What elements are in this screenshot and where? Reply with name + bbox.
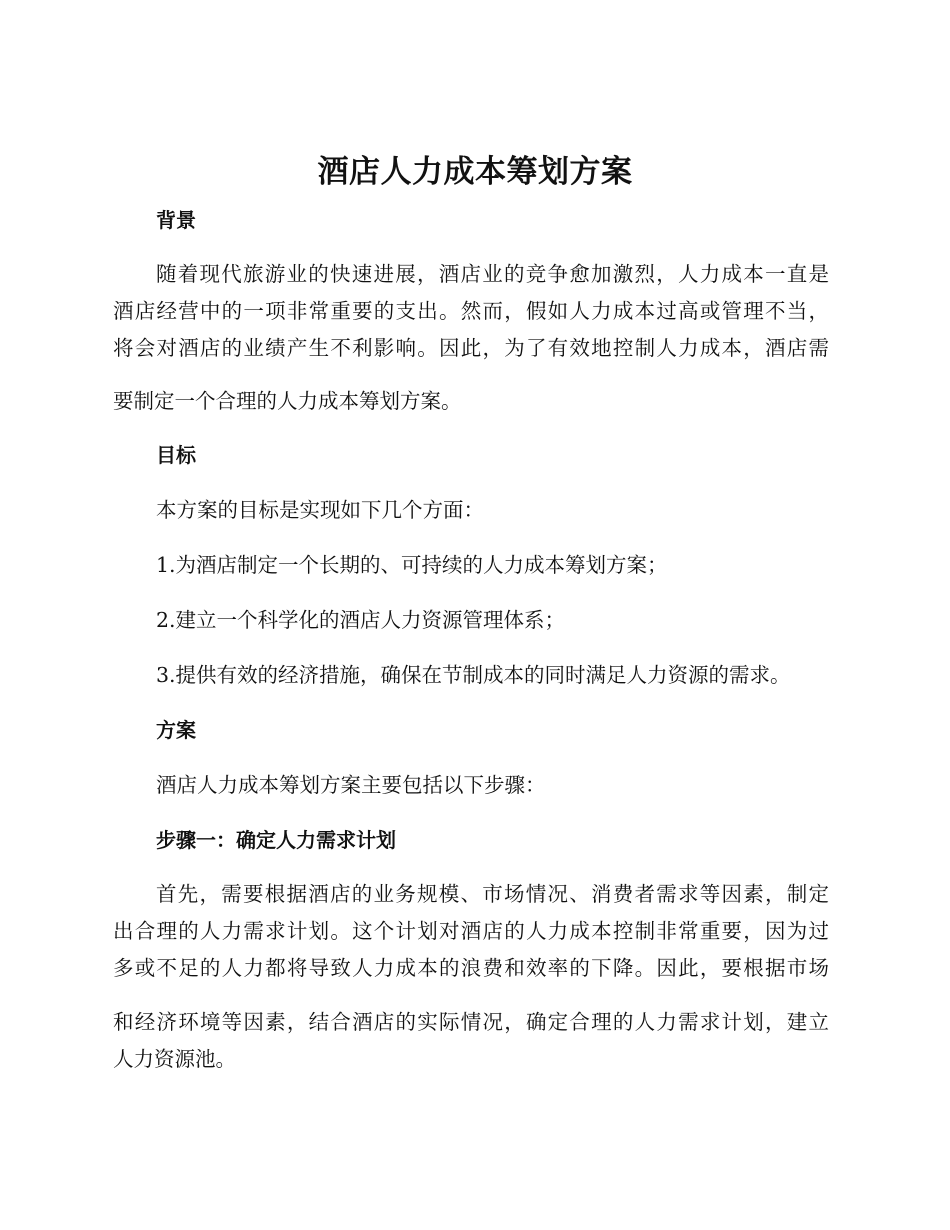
plan-intro: 酒店人力成本筹划方案主要包括以下步骤：	[156, 773, 546, 797]
step1-line-3: 多或不足的人力都将导致人力成本的浪费和效率的下降。因此，要根据市场	[113, 956, 829, 980]
background-line-3: 将会对酒店的业绩产生不利影响。因此，为了有效地控制人力成本，酒店需	[113, 336, 829, 360]
goals-intro: 本方案的目标是实现如下几个方面：	[156, 498, 484, 522]
step1-line-5: 人力资源池。	[113, 1047, 236, 1071]
goals-item-1: 1.为酒店制定一个长期的、可持续的人力成本筹划方案；	[156, 553, 668, 577]
heading-plan: 方案	[156, 718, 196, 742]
heading-goals: 目标	[156, 443, 196, 467]
background-line-2: 酒店经营中的一项非常重要的支出。然而，假如人力成本过高或管理不当，	[113, 299, 829, 323]
step1-line-2: 出合理的人力需求计划。这个计划对酒店的人力成本控制非常重要，因为过	[113, 919, 829, 943]
step1-line-1: 首先，需要根据酒店的业务规模、市场情况、消费者需求等因素，制定	[156, 882, 829, 906]
document-title: 酒店人力成本筹划方案	[317, 154, 633, 190]
background-line-1: 随着现代旅游业的快速进展，酒店业的竞争愈加激烈，人力成本一直是	[156, 262, 829, 286]
background-line-4: 要制定一个合理的人力成本筹划方案。	[113, 389, 462, 413]
goals-item-3: 3.提供有效的经济措施，确保在节制成本的同时满足人力资源的需求。	[156, 663, 791, 687]
step1-line-4: 和经济环境等因素，结合酒店的实际情况，确定合理的人力需求计划，建立	[113, 1010, 829, 1034]
heading-step-1: 步骤一：确定人力需求计划	[156, 828, 396, 852]
heading-background: 背景	[156, 208, 196, 232]
goals-item-2: 2.建立一个科学化的酒店人力资源管理体系；	[156, 608, 566, 632]
